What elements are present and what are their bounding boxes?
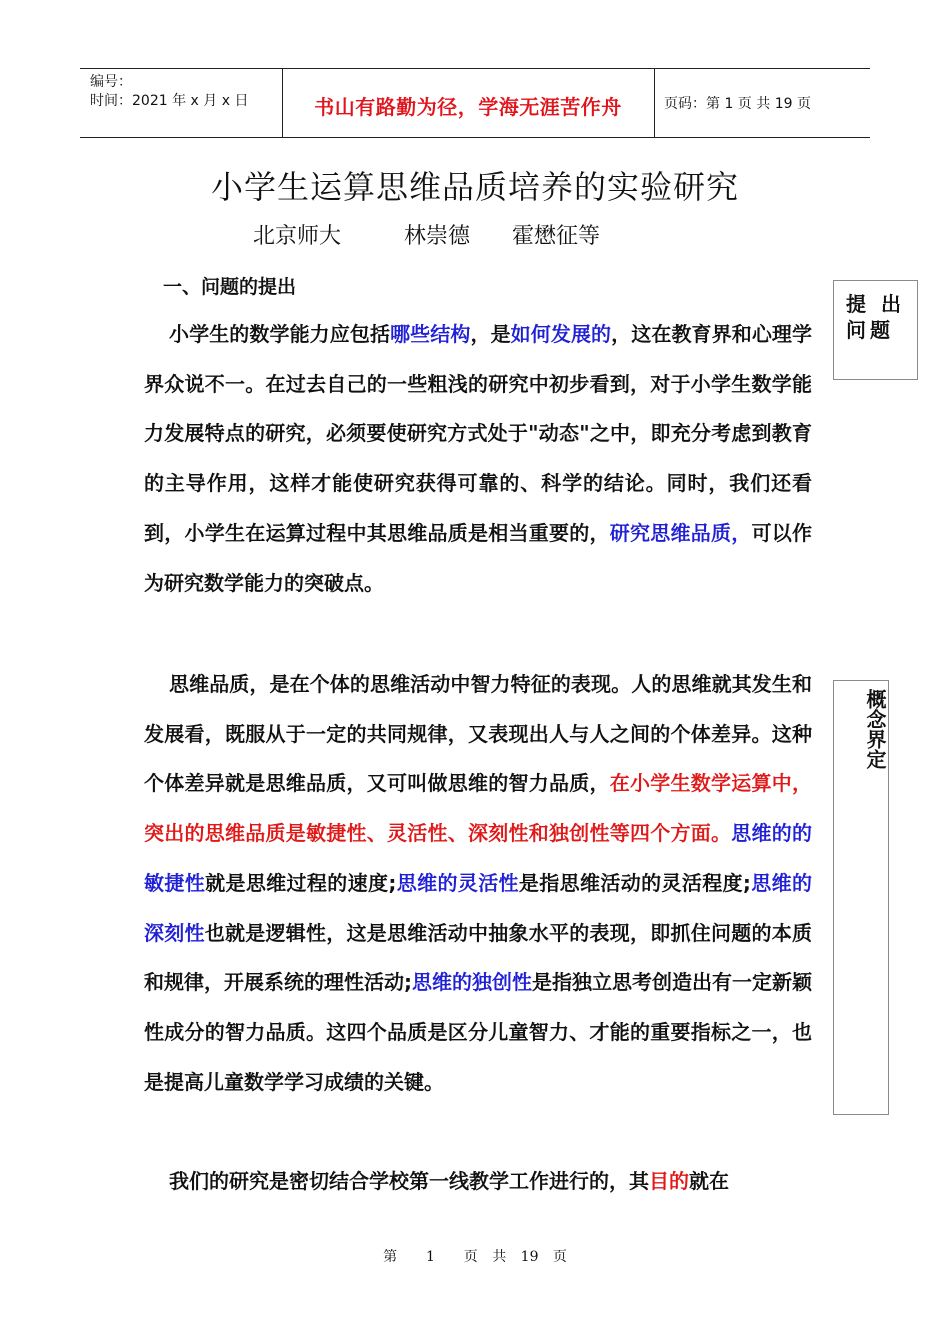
paragraph-2 (144, 660, 812, 1107)
highlight-red: 目的 (649, 1169, 689, 1193)
text-run: 是指思维活动的灵活程度; (518, 870, 751, 895)
header-divider (654, 69, 655, 137)
header-page-info: 页码：第 1 页 共 19 页 (664, 96, 811, 112)
highlight-blue: 思维的独创性 (412, 970, 532, 995)
number-label: 编号： (90, 74, 132, 90)
margin-note-raise-question: 提 出 问题 (833, 280, 918, 380)
paragraph-3 (144, 1157, 812, 1207)
paragraph-1 (144, 310, 812, 608)
page-footer: 第 1 页 共 19 页 (383, 1249, 567, 1265)
highlight-blue: 如何发展的 (510, 322, 612, 346)
header-meta (90, 73, 248, 111)
text-run: ，是 (470, 322, 511, 346)
highlight-blue: 思维的深刻性 (144, 870, 813, 945)
text-run: 是指独立思考创造出有一定新颖性成分的智力品质。这四个品质是区分儿童智力、才能的重要指标之一，也是提高儿童数学学习成绩的关键。 (144, 970, 812, 1094)
highlight-blue: 研究思维品质， (609, 520, 752, 545)
document-header (80, 68, 870, 138)
highlight-blue: 思维的灵活性 (396, 870, 519, 895)
text-run: 我们的研究是密切结合学校第一线教学工作进行的，其 (169, 1169, 649, 1193)
margin-note-concept-definition: 概念界定 (833, 680, 889, 1115)
time-label: 时间：2021 年 x 月 x 日 (90, 93, 249, 109)
text-run: 可以作为研究数学能力的突破点。 (144, 520, 812, 595)
text-run: 思维品质，是在个体的思维活动中智力特征的表现。人的思维就其发生和发展看，既服从于一定的共同规律，又表现出人与人之间的个体差异。这种个体差异就是思维品质，又可叫做思维的智力品质， (144, 672, 812, 796)
document-authors: 北京师大 林崇德 霍懋征等 (253, 224, 600, 249)
text-run: ，这在教育界和心理学界众说不一。在过去自己的一些粗浅的研究中初步看到，对于小学生数学能力发展特点的研究，必须要使研究方式处于"动态"之中，即充分考虑到教育的主导作用，这样才能使研究获得可靠的、科学的结论。同时，我们还看到，小学生在运算过程中其思维品质是相当重要的， (144, 322, 813, 545)
text-run: 也就是逻辑性，这是思维活动中抽象水平的表现，即抓住问题的本质和规律，开展系统的理性活动; (144, 920, 812, 995)
text-run: 就是思维过程的速度; (205, 870, 397, 895)
text-run: 就在 (689, 1169, 729, 1193)
highlight-red: 在小学生数学运算中，突出的思维品质是敏捷性、灵活性、深刻性和独创性等四个方面。 (144, 771, 812, 846)
highlight-blue: 思维的的敏捷性 (144, 821, 812, 895)
text-run: 小学生的数学能力应包括 (169, 322, 391, 346)
section-heading: 一、问题的提出 (163, 276, 297, 298)
document-title: 小学生运算思维品质培养的实验研究 (210, 168, 739, 206)
header-motto: 书山有路勤为径，学海无涯苦作舟 (314, 95, 622, 119)
highlight-blue: 哪些结构 (390, 322, 471, 346)
